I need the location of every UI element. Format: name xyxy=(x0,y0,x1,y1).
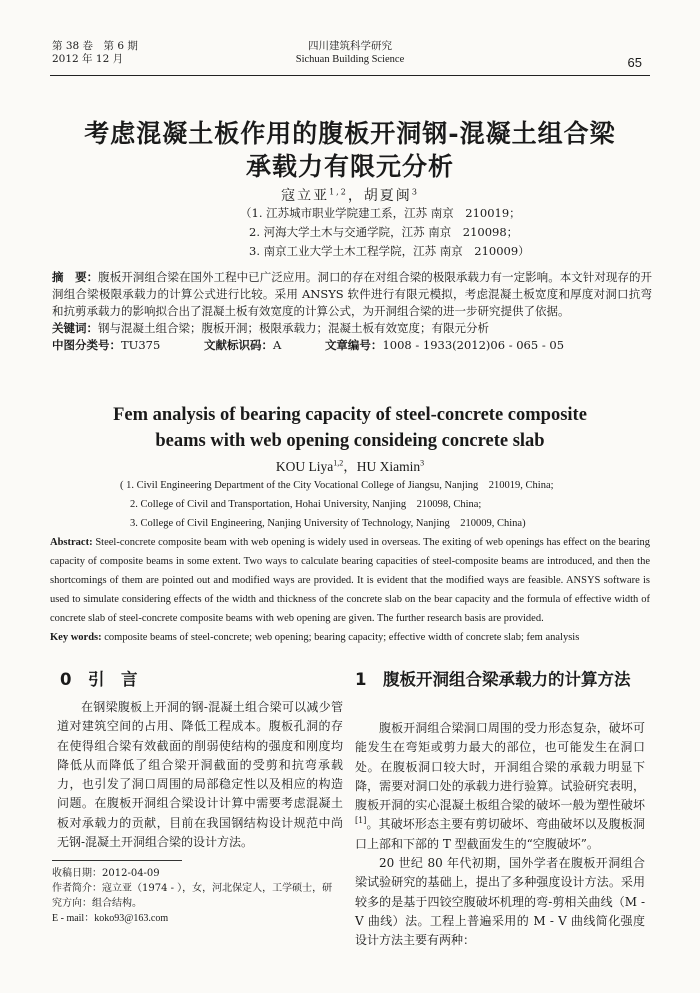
abstract-en-body xyxy=(50,533,650,628)
citation-ref-1: [1] xyxy=(355,816,367,826)
author-cn-1-affil: 1,2 xyxy=(329,187,348,197)
classification-line xyxy=(52,337,652,354)
footnote xyxy=(52,866,342,926)
author-en-1: KOU Liya xyxy=(275,459,334,474)
page-number: 65 xyxy=(627,55,642,70)
header-rule xyxy=(50,75,650,76)
abstract-cn xyxy=(52,269,652,354)
section-1-paragraph-2: 20 世纪 80 年代初期，国外学者在腹板开洞组合梁试验研究的基础上，提出了多种强度设计方法。采用较多的是基于四铰空腹破坏机理的弯-剪相关曲线（M - V 曲线）法。工程上普遍采用的 M - V 曲线简化强度设计方法主要有两种： xyxy=(355,856,645,948)
keywords-en-label: Key words: xyxy=(50,632,102,643)
doc-code-value: A xyxy=(272,338,282,352)
keywords-cn xyxy=(52,320,652,337)
abstract-en xyxy=(50,533,650,647)
abstract-cn-text: 腹板开洞组合梁在国外工程中已广泛应用。洞口的存在对组合梁的极限承载力有一定影响。本文针对现存的开洞组合梁极限承载力的计算公式进行比较。采用 ANSYS 软件进行有限元模拟，考虑混凝土板宽度和厚度对洞口抗弯和抗剪承载力的影响拟合出了混凝土板有效宽度的计算公式，为开洞组合梁的进一步研究提供了依据。 xyxy=(52,270,653,318)
journal-name-en: Sichuan Building Science xyxy=(295,54,405,65)
author-cn-2-affil: 3 xyxy=(411,187,419,197)
title-cn-line-2: 承载力有限元分析 xyxy=(245,152,454,181)
author-en-2: ，HU Xiamin xyxy=(343,459,421,474)
author-en-2-affil: 3 xyxy=(420,458,425,468)
affiliations-cn xyxy=(240,204,530,261)
section-1-heading: 1 腹板开洞组合梁承载力的计算方法 xyxy=(355,670,631,689)
affiliation-en-1: ( 1. Civil Engineering Department of the City Vocational College of Jiangsu, Nanjing 210019, China; xyxy=(120,480,554,491)
abstract-en-label: Abstract: xyxy=(50,537,93,548)
keywords-en-text: composite beams of steel-concrete; web opening; bearing capacity; effective width of concrete slab; fem analysis xyxy=(104,632,580,643)
footnote-email: E - mail：koko93@163.com xyxy=(52,913,169,924)
footnote-received-date: 收稿日期：2012-04-09 xyxy=(52,868,160,879)
section-1-para-1-text: 腹板开洞组合梁洞口周围的受力形态复杂，破坏可能发生在弯矩或剪力最大的部位，也可能发生在洞口处。在腹板洞口较大时，开洞组合梁的承载力明显下降，需要对洞口处的承载力进行验算。试验研究表明，腹板开洞的实心混凝土板组合梁的破坏一般为塑性破坏 xyxy=(355,721,645,813)
doc-code-label: 文献标识码： xyxy=(203,338,273,352)
author-cn-2: ，胡夏闽 xyxy=(347,188,412,204)
affiliation-en-2: 2. College of Civil and Transportation, Hohai University, Nanjing 210098, China; xyxy=(130,499,482,510)
author-cn-1: 寇立亚 xyxy=(281,188,330,204)
affiliation-cn-1: （1. 江苏城市职业学院建工系，江苏 南京 210019； xyxy=(240,206,521,220)
keywords-cn-text: 钢与混凝土组合梁；腹板开洞；极限承载力；混凝土板有效宽度；有限元分析 xyxy=(98,321,489,335)
authors-en xyxy=(0,455,700,475)
clc-label: 中图分类号： xyxy=(52,338,121,352)
keywords-en xyxy=(50,628,650,647)
abstract-en-text: Steel-concrete composite beam with web opening is widely used in overseas. The exiting of web openings has effect on the bearing capacity of composite beams in some extent. Two ways to calculate bearing capacities of steel-composite beams are introduced, and then the shortcomings of them are pointed out and modified ways are provided. It is evident that the modified ways are feasible. ANSYS software is used to simulate considering effects of the width and thickness of the concrete slab on the bear capacity and the formula of effective width of concrete slab of steel-concrete composite beams with web opening are given. The further research basis are provided. xyxy=(50,537,650,624)
section-1-para-1-text-cont: 。其破坏形态主要有剪切破坏、弯曲破坏以及腹板洞口上部和下部的 T 型截面发生的“空腹破坏”。 xyxy=(355,817,645,851)
keywords-cn-label: 关键词： xyxy=(52,321,98,335)
volume-issue: 第 38 卷 第 6 期 xyxy=(52,40,138,52)
section-0-paragraph: 在钢梁腹板上开洞的钢-混凝土组合梁可以减少管道对建筑空间的占用、降低工程成本。腹板孔洞的存在使得组合梁有效截面的削弱使结构的强度和刚度均降低从而降低了组合梁开洞截面的受剪和抗弯承载力，也引发了洞口周围的局部稳定性以及相应的构造问题。在腹板开洞组合梁设计计算中需要考虑混凝土板对承载力的贡献，目前在我国钢结构设计规范中尚无钢-混凝土开洞组合梁的设计方法。 xyxy=(57,700,343,850)
clc-value: TU375 xyxy=(121,338,161,352)
journal-name-cn: 四川建筑科学研究 xyxy=(308,40,392,52)
abstract-cn-label: 摘 要： xyxy=(52,270,99,284)
section-1-body xyxy=(355,719,645,951)
authors-cn xyxy=(0,185,700,205)
affiliations-en xyxy=(120,476,554,533)
footnote-author-bio: 作者简介：寇立亚（1974 - ），女，河北保定人，工学硕士，研究方向：组合结构。 xyxy=(52,883,333,909)
author-en-1-affil: 1,2 xyxy=(333,458,344,468)
journal-name xyxy=(0,40,700,66)
title-en-line-1: Fem analysis of bearing capacity of steel-concrete composite xyxy=(113,405,587,425)
section-0-heading: 0 引 言 xyxy=(60,670,138,689)
title-cn-line-1: 考虑混凝土板作用的腹板开洞钢-混凝土组合梁 xyxy=(84,119,616,148)
issue-date: 2012 年 12 月 xyxy=(52,53,124,65)
article-no-value: 1008 - 1933(2012)06 - 065 - 05 xyxy=(382,338,565,352)
article-no-label: 文章编号： xyxy=(324,338,383,352)
footnote-rule xyxy=(52,860,182,861)
abstract-cn-body xyxy=(52,269,652,320)
affiliation-cn-2: 2. 河海大学土木与交通学院，江苏 南京 210098； xyxy=(249,225,519,239)
title-en-line-2: beams with web opening consideing concrete slab xyxy=(155,431,545,451)
section-1-paragraph-1 xyxy=(355,719,645,854)
affiliation-cn-3: 3. 南京工业大学土木工程学院，江苏 南京 210009） xyxy=(249,244,530,258)
affiliation-en-3: 3. College of Civil Engineering, Nanjing University of Technology, Nanjing 210009, China) xyxy=(130,518,526,529)
